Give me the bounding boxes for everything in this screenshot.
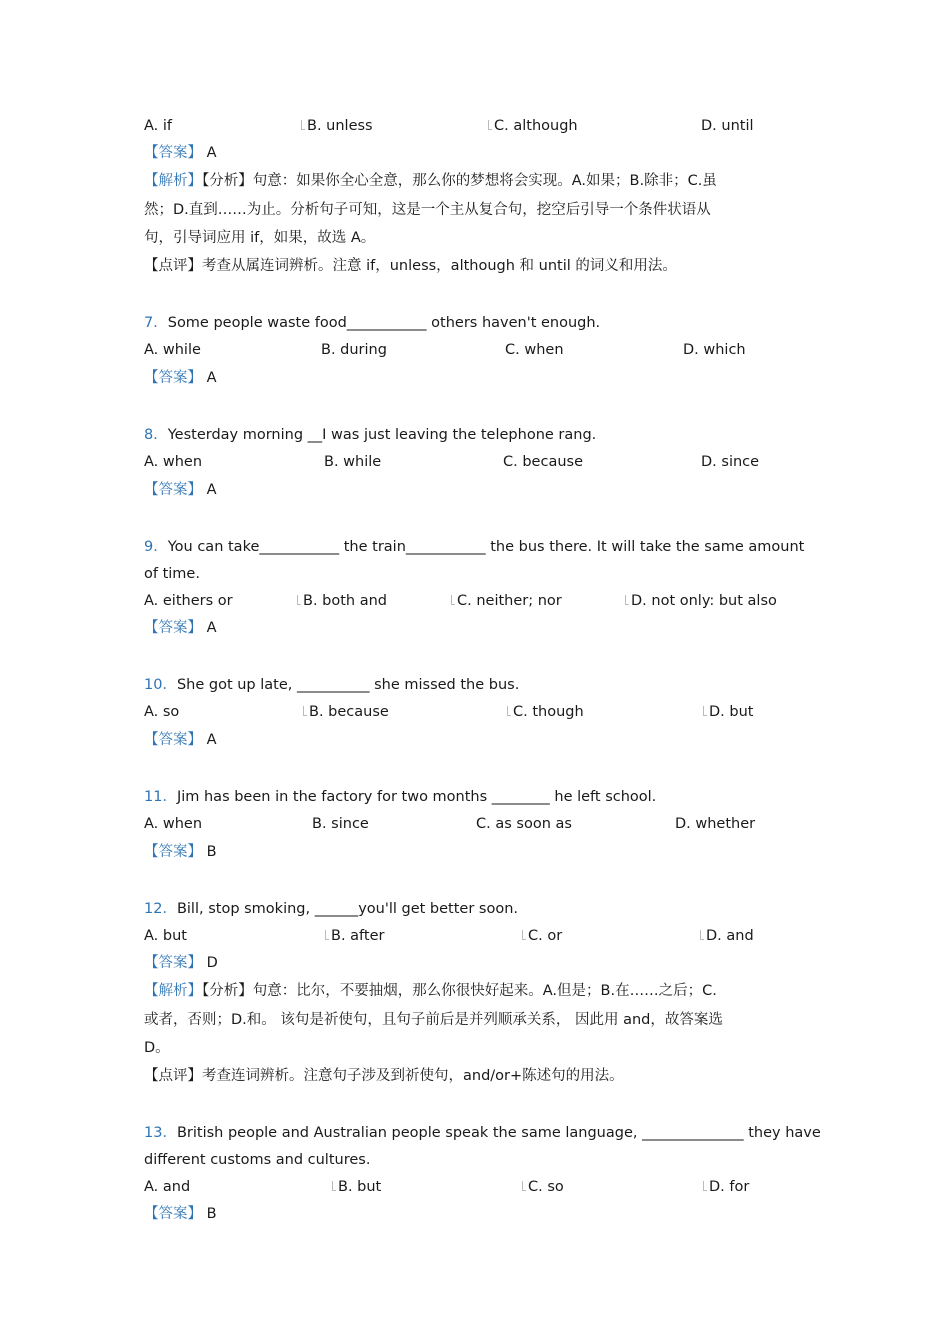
option-b: B. during xyxy=(321,342,387,358)
answer-tag: 【答案】 xyxy=(144,482,202,498)
analysis-line-1: 【解析】【分析】句意：比尔，不要抽烟，那么你很快好起来。A.但是；B.在……之后；C. xyxy=(144,983,717,999)
analysis-tag: 【解析】 xyxy=(144,173,202,189)
question-stem: 10．She got up late, __________ she missed the bus. xyxy=(144,677,520,693)
option-c: C. as soon as xyxy=(476,816,572,832)
option-b: B. while xyxy=(324,454,382,470)
option-c: C. neither; nor xyxy=(451,591,562,611)
answer-tag: 【答案】 xyxy=(144,955,202,971)
answer-value: A xyxy=(206,732,217,748)
option-a: A. when xyxy=(144,816,203,832)
option-a: A. if xyxy=(144,118,173,134)
option-b: B. since xyxy=(312,816,369,832)
answer-value: A xyxy=(206,145,217,161)
answer-value: A xyxy=(206,482,217,498)
analysis-tag: 【解析】 xyxy=(144,983,202,999)
question-stem-line-2: different customs and cultures. xyxy=(144,1152,371,1168)
question-number: 9． xyxy=(144,539,168,555)
option-d: D. but xyxy=(703,702,753,722)
question-stem: 7．Some people waste food___________ others haven't enough. xyxy=(144,315,601,331)
question-number: 11． xyxy=(144,789,177,805)
question-number: 12． xyxy=(144,901,177,917)
question-stem: 12．Bill, stop smoking, ______you'll get better soon. xyxy=(144,901,519,917)
option-c: C. when xyxy=(505,342,564,358)
option-a: A. eithers or xyxy=(144,593,233,609)
answer-value: B xyxy=(206,844,217,860)
answer-value: A xyxy=(206,370,217,386)
option-d: D. until xyxy=(701,118,754,134)
answer-tag: 【答案】 xyxy=(144,732,202,748)
option-b: B. but xyxy=(332,1177,381,1197)
answer-line xyxy=(144,730,217,750)
answer-value: D xyxy=(206,955,218,971)
question-stem-line-2: of time. xyxy=(144,566,200,582)
answer-value: B xyxy=(206,1206,217,1222)
answer-line xyxy=(144,368,217,388)
option-d: D. for xyxy=(703,1177,749,1197)
comment-line: 【点评】考查连词辨析。注意句子涉及到祈使句，and/or+陈述句的用法。 xyxy=(144,1068,624,1084)
question-stem-line-1: 9．You can take___________ the train___________ the bus there. It will take the same amount xyxy=(144,539,805,555)
answer-line xyxy=(144,842,217,862)
question-number: 13． xyxy=(144,1125,177,1141)
question-stem: 8．Yesterday morning __I was just leaving the telephone rang. xyxy=(144,427,597,443)
question-number: 8． xyxy=(144,427,168,443)
option-a: A. but xyxy=(144,928,187,944)
answer-tag: 【答案】 xyxy=(144,844,202,860)
comment-line: 【点评】考查从属连词辨析。注意 if，unless，although 和 until 的词义和用法。 xyxy=(144,258,677,274)
option-c: C. though xyxy=(507,702,584,722)
answer-tag: 【答案】 xyxy=(144,1206,202,1222)
question-number: 7． xyxy=(144,315,168,331)
option-c: C. so xyxy=(522,1177,564,1197)
question-number: 10． xyxy=(144,677,177,693)
answer-line xyxy=(144,953,218,973)
option-d: D. and xyxy=(700,926,754,946)
option-d: D. not only: but also xyxy=(625,591,777,611)
answer-tag: 【答案】 xyxy=(144,370,202,386)
question-stem: 11．Jim has been in the factory for two months ________ he left school. xyxy=(144,789,657,805)
option-a: A. so xyxy=(144,704,180,720)
option-b: B. unless xyxy=(301,116,373,136)
option-b: B. because xyxy=(303,702,389,722)
option-c: C. because xyxy=(503,454,583,470)
option-d: D. which xyxy=(683,342,746,358)
option-d: D. since xyxy=(701,454,760,470)
analysis-line-2: 然；D.直到……为止。分析句子可知，这是一个主从复合句，挖空后引导一个条件状语从 xyxy=(144,202,711,218)
analysis-line-2: 或者，否则；D.和。 该句是祈使句，且句子前后是并列顺承关系， 因此用 and，故答案选 xyxy=(144,1012,723,1028)
answer-line xyxy=(144,1204,217,1224)
option-a: A. and xyxy=(144,1179,191,1195)
answer-line xyxy=(144,618,217,638)
answer-value: A xyxy=(206,620,217,636)
option-c: C. or xyxy=(522,926,562,946)
analysis-line-3: D。 xyxy=(144,1040,170,1056)
option-c: C. although xyxy=(488,116,578,136)
answer-tag: 【答案】 xyxy=(144,620,202,636)
option-b: B. both and xyxy=(297,591,387,611)
analysis-line-1: 【解析】【分析】句意：如果你全心全意，那么你的梦想将会实现。A.如果；B.除非；C.虽 xyxy=(144,173,717,189)
option-b: B. after xyxy=(325,926,384,946)
option-d: D. whether xyxy=(675,816,756,832)
analysis-line-3: 句，引导词应用 if，如果，故选 A。 xyxy=(144,230,376,246)
option-a: A. when xyxy=(144,454,203,470)
answer-tag: 【答案】 xyxy=(144,145,202,161)
answer-line xyxy=(144,143,217,163)
option-a: A. while xyxy=(144,342,201,358)
question-stem-line-1: 13．British people and Australian people speak the same language, ______________ they have xyxy=(144,1125,821,1141)
answer-line xyxy=(144,480,217,500)
